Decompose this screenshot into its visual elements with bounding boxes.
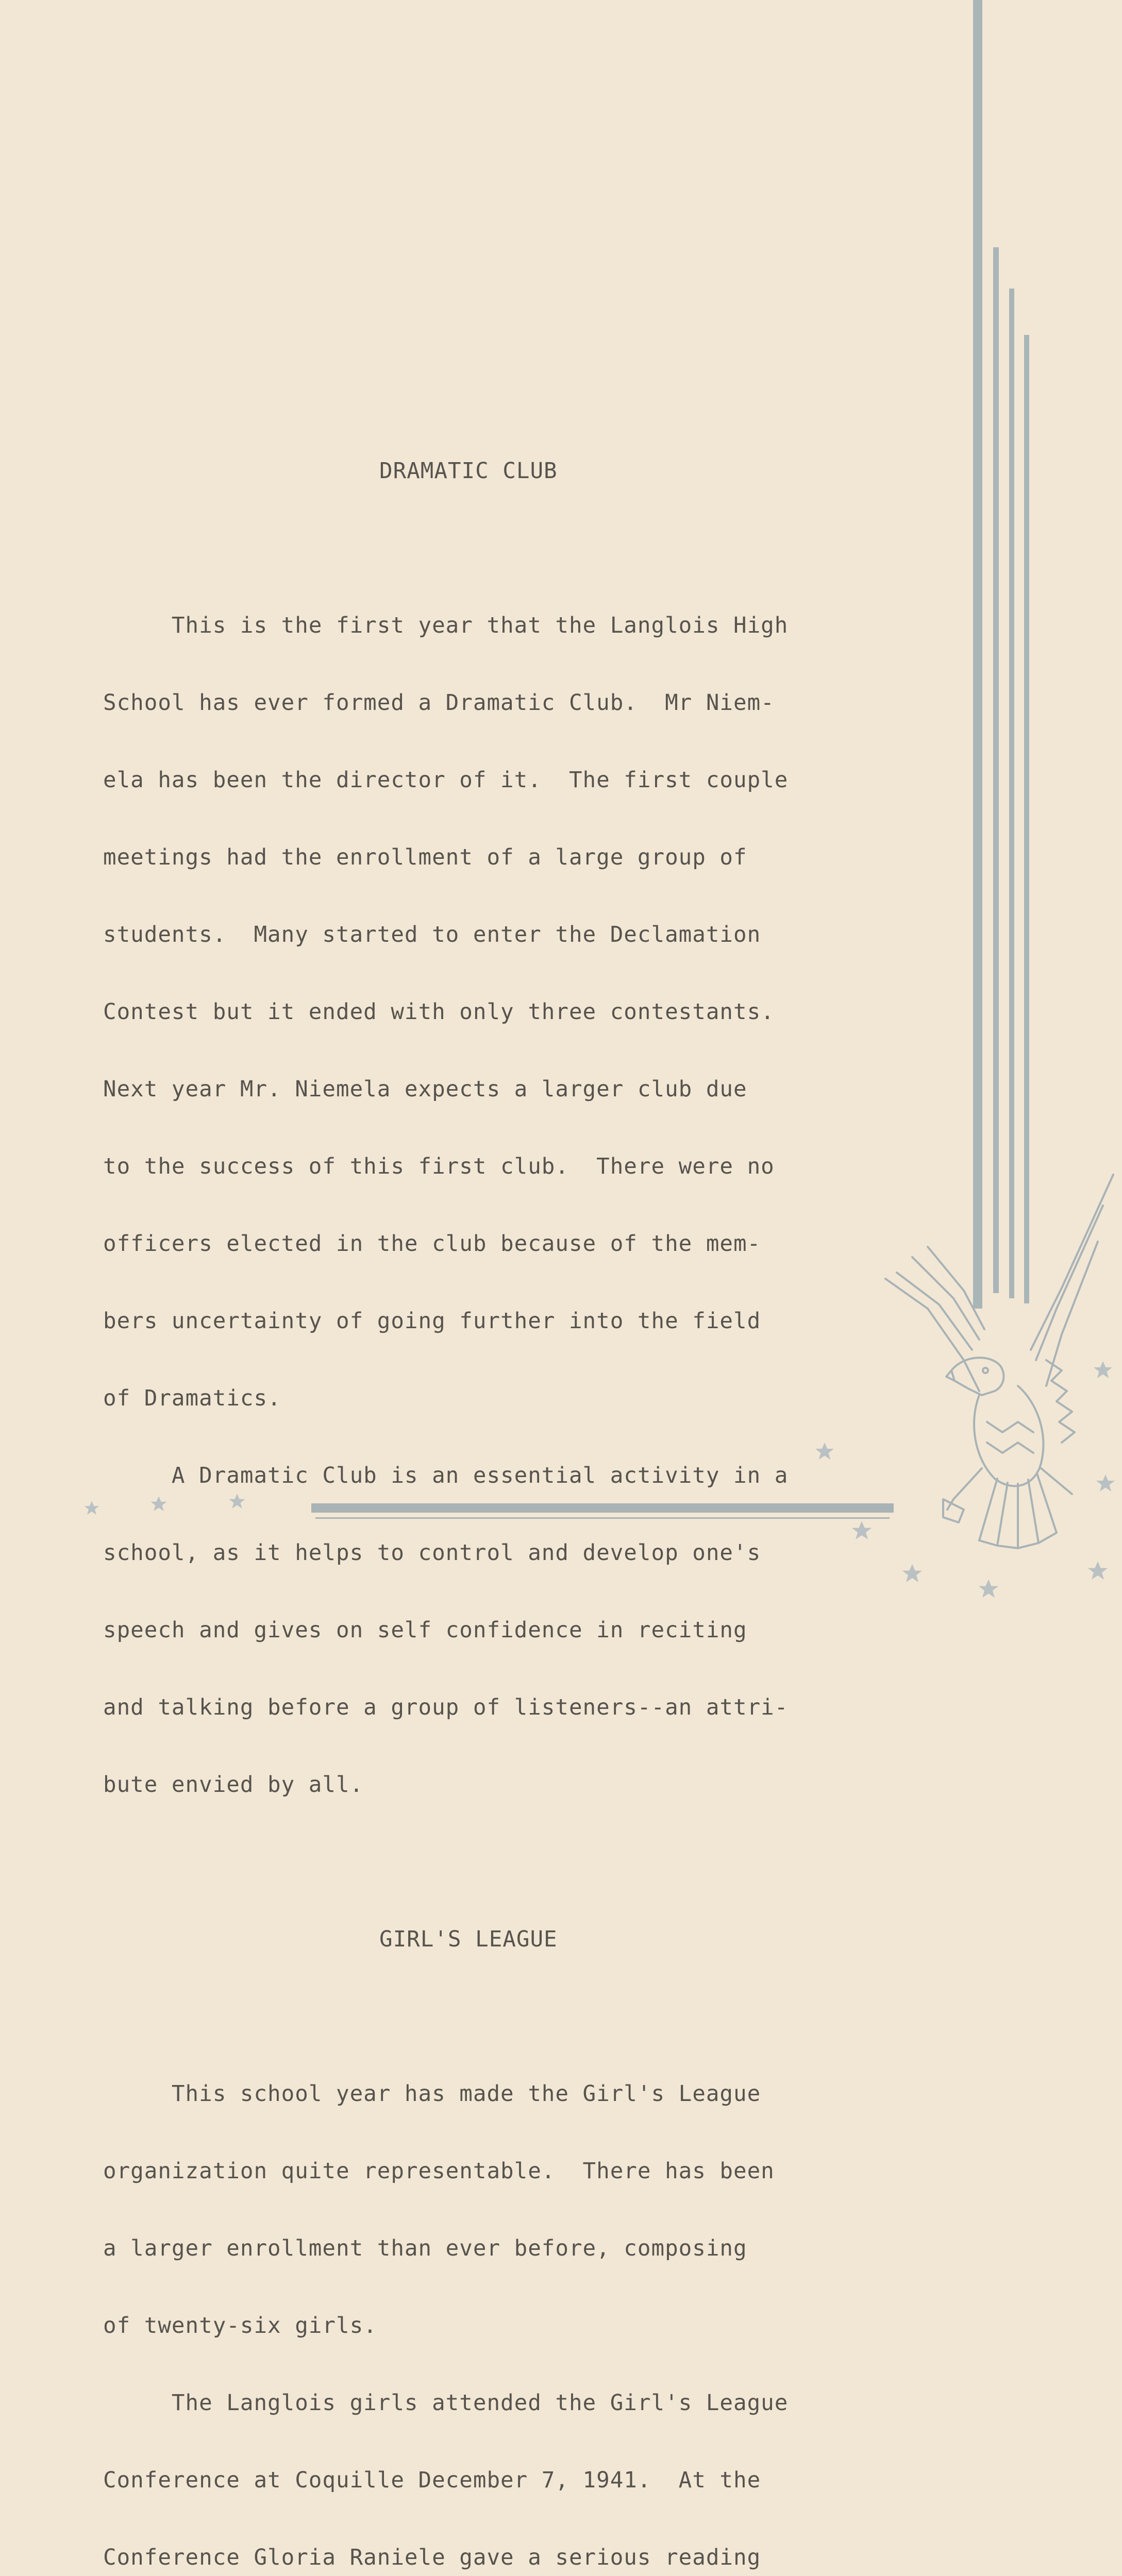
spacer: [103, 2004, 886, 2030]
star-icon: [1094, 1361, 1112, 1378]
body-line: meetings had the enrollment of a large group of: [103, 845, 747, 870]
body-line: organization quite representable. There has been: [103, 2159, 775, 2184]
decorative-stars: [85, 1361, 1115, 1598]
star-icon: [229, 1494, 245, 1509]
body-line: The Langlois girls attended the Girl's League: [103, 2391, 789, 2416]
star-icon: [1088, 1562, 1108, 1580]
star-icon: [85, 1501, 99, 1515]
body-line: ela has been the director of it. The first couple: [103, 768, 789, 793]
star-icon: [852, 1521, 872, 1539]
body-line: This school year has made the Girl's League: [103, 2081, 761, 2107]
star-icon: [902, 1564, 922, 1582]
eagle-emblem-icon: [885, 1175, 1113, 1548]
star-icon: [979, 1580, 998, 1598]
body-line: of twenty-six girls.: [103, 2313, 377, 2338]
star-icon: [1096, 1475, 1115, 1492]
body-line: and talking before a group of listeners--an attri-: [103, 1695, 789, 1720]
vertical-stripes: [973, 0, 1029, 1309]
body-line: students. Many started to enter the Declamation: [103, 922, 761, 947]
star-icon: [150, 1496, 166, 1511]
section-heading-dramatic-club: DRAMATIC CLUB: [379, 459, 558, 484]
body-line: to the success of this first club. There were no: [103, 1154, 775, 1179]
body-line: school, as it helps to control and develop one's: [103, 1540, 761, 1566]
spacer: [103, 1850, 886, 1875]
body-line: speech and gives on self confidence in reciting: [103, 1618, 747, 1643]
body-line: School has ever formed a Dramatic Club. Mr Niem-: [103, 690, 775, 716]
body-line: Next year Mr. Niemela expects a larger club due: [103, 1077, 747, 1102]
body-line: Contest but it ended with only three contestants.: [103, 999, 775, 1025]
body-line: officers elected in the club because of the mem-: [103, 1231, 761, 1257]
body-line: Conference Gloria Raniele gave a serious reading: [103, 2545, 761, 2570]
section-heading-girls-league: GIRL'S LEAGUE: [379, 1927, 558, 1952]
body-line: This is the first year that the Langlois High: [103, 613, 789, 638]
body-line: a larger enrollment than ever before, composing: [103, 2236, 747, 2261]
body-line: Conference at Coquille December 7, 1941. At the: [103, 2468, 761, 2493]
body-line: bute envied by all.: [103, 1772, 364, 1798]
body-line: A Dramatic Club is an essential activity in a: [103, 1463, 789, 1488]
body-line: bers uncertainty of going further into the field: [103, 1309, 761, 1334]
body-line: of Dramatics.: [103, 1386, 281, 1411]
bottom-band: [311, 1503, 894, 1519]
star-icon: [815, 1443, 834, 1460]
